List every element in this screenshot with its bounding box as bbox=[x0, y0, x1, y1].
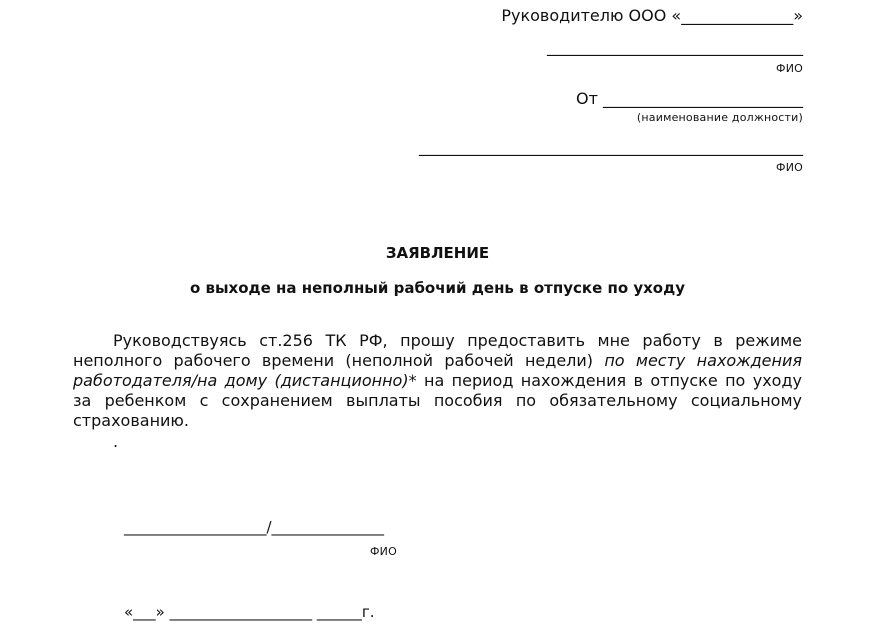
document-title: ЗАЯВЛЕНИЕ bbox=[385, 244, 490, 262]
stray-dot: . bbox=[113, 432, 119, 451]
director-name-field[interactable]: ________________________________ bbox=[547, 37, 803, 56]
position-caption: (наименование должности) bbox=[636, 111, 803, 124]
body-text-part3: * на период нахождения в отпуске по уходу за ребенком с сохранением выплаты пособия по обязательному социальному страхованию. bbox=[73, 371, 803, 430]
applicant-name-field[interactable]: ________________________________________________ bbox=[419, 137, 803, 156]
body-text-part1: Руководствуясь ст.256 ТК РФ, прошу предоставить мне работу в режиме неполного рабочего времени (неполной рабочей недели) bbox=[73, 331, 802, 370]
signature-caption: ФИО bbox=[370, 545, 397, 558]
signature-field[interactable]: ___________________/_______________ bbox=[124, 518, 385, 536]
director-name-caption: ФИО bbox=[776, 62, 803, 75]
application-body bbox=[73, 331, 802, 431]
from-position-field[interactable]: От _________________________ bbox=[576, 89, 803, 108]
addressee-line: Руководителю ООО «______________» bbox=[501, 6, 803, 25]
body-text-workplace-option: по месту нахождения работодателя/на дому (дистанционно) bbox=[73, 351, 802, 390]
applicant-name-caption: ФИО bbox=[776, 161, 803, 174]
date-field[interactable]: «___» ___________________ ______г. bbox=[124, 603, 375, 621]
document-subtitle: о выходе на неполный рабочий день в отпуске по уходу bbox=[189, 279, 686, 297]
